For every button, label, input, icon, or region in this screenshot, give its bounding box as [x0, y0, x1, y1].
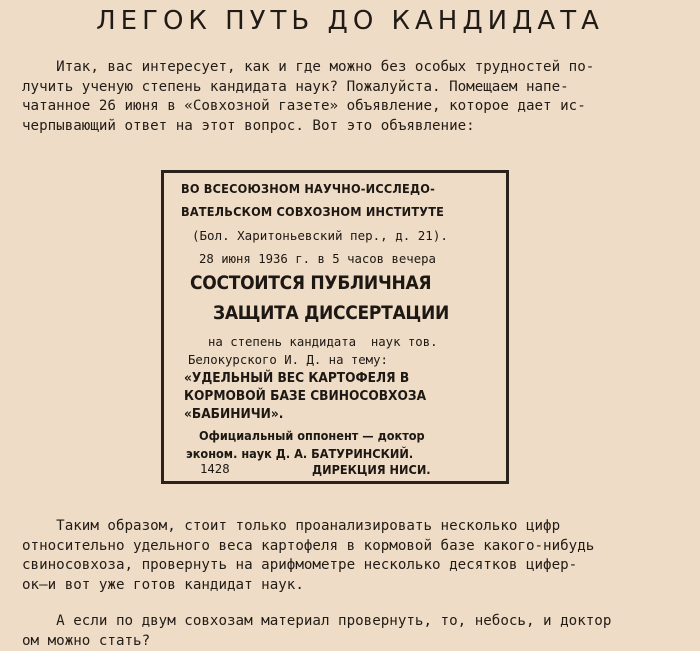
text-line: чатанное 26 июня в «Совхозной газете» объявление, которое дает ис- [22, 97, 594, 117]
notice-topic-line: КОРМОВОЙ БАЗЕ СВИНОСОВХОЗА [184, 388, 426, 404]
notice-header-line: ВАТЕЛЬСКОМ СОВХОЗНОМ ИНСТИТУТЕ [181, 204, 444, 219]
body-paragraph [22, 517, 594, 595]
text-line: относительно удельного веса картофеля в кормовой базе какого-нибудь [22, 537, 594, 557]
text-line: Итак, вас интересует, как и где можно без особых трудностей по- [22, 58, 594, 78]
text-line: ок—и вот уже готов кандидат наук. [22, 576, 594, 596]
notice-signature: ДИРЕКЦИЯ НИСИ. [312, 462, 431, 477]
text-line: ом можно стать? [22, 632, 611, 651]
notice-date: 28 июня 1936 г. в 5 часов вечера [199, 252, 436, 266]
text-line: Таким образом, стоит только проанализировать несколько цифр [22, 517, 594, 537]
intro-paragraph [22, 58, 594, 136]
notice-address: (Бол. Харитоньевский пер., д. 21). [192, 228, 448, 243]
notice-header-line: ВО ВСЕСОЮЗНОМ НАУЧНО-ИССЛЕДО- [181, 181, 435, 196]
newspaper-notice [161, 170, 509, 484]
notice-headline: СОСТОИТСЯ ПУБЛИЧНАЯ [190, 272, 431, 294]
text-line: А если по двум совхозам материал провернуть, то, небось, и доктор [22, 612, 611, 632]
article-title: ЛЕГОК ПУТЬ ДО КАНДИДАТА [0, 6, 700, 36]
text-line: лучить ученую степень кандидата наук? Пожалуйста. Помещаем напе- [22, 78, 594, 98]
notice-person: Белокурского И. Д. на тему: [188, 353, 388, 367]
notice-topic-line: «УДЕЛЬНЫЙ ВЕС КАРТОФЕЛЯ В [184, 370, 409, 386]
closing-paragraph [22, 612, 611, 651]
notice-opponent-line: Официальный оппонент — доктор [199, 428, 425, 443]
notice-number: 1428 [200, 462, 230, 476]
text-line: свиносовхоза, провернуть на арифмометре несколько десятков цифер- [22, 556, 594, 576]
text-line: черпывающий ответ на этот вопрос. Вот это объявление: [22, 117, 594, 137]
notice-opponent-line: эконом. наук Д. А. БАТУРИНСКИЙ. [186, 446, 413, 461]
notice-topic-line: «БАБИНИЧИ». [184, 406, 283, 422]
notice-headline: ЗАЩИТА ДИССЕРТАЦИИ [213, 302, 449, 324]
notice-degree: на степень кандидата наук тов. [208, 335, 438, 349]
